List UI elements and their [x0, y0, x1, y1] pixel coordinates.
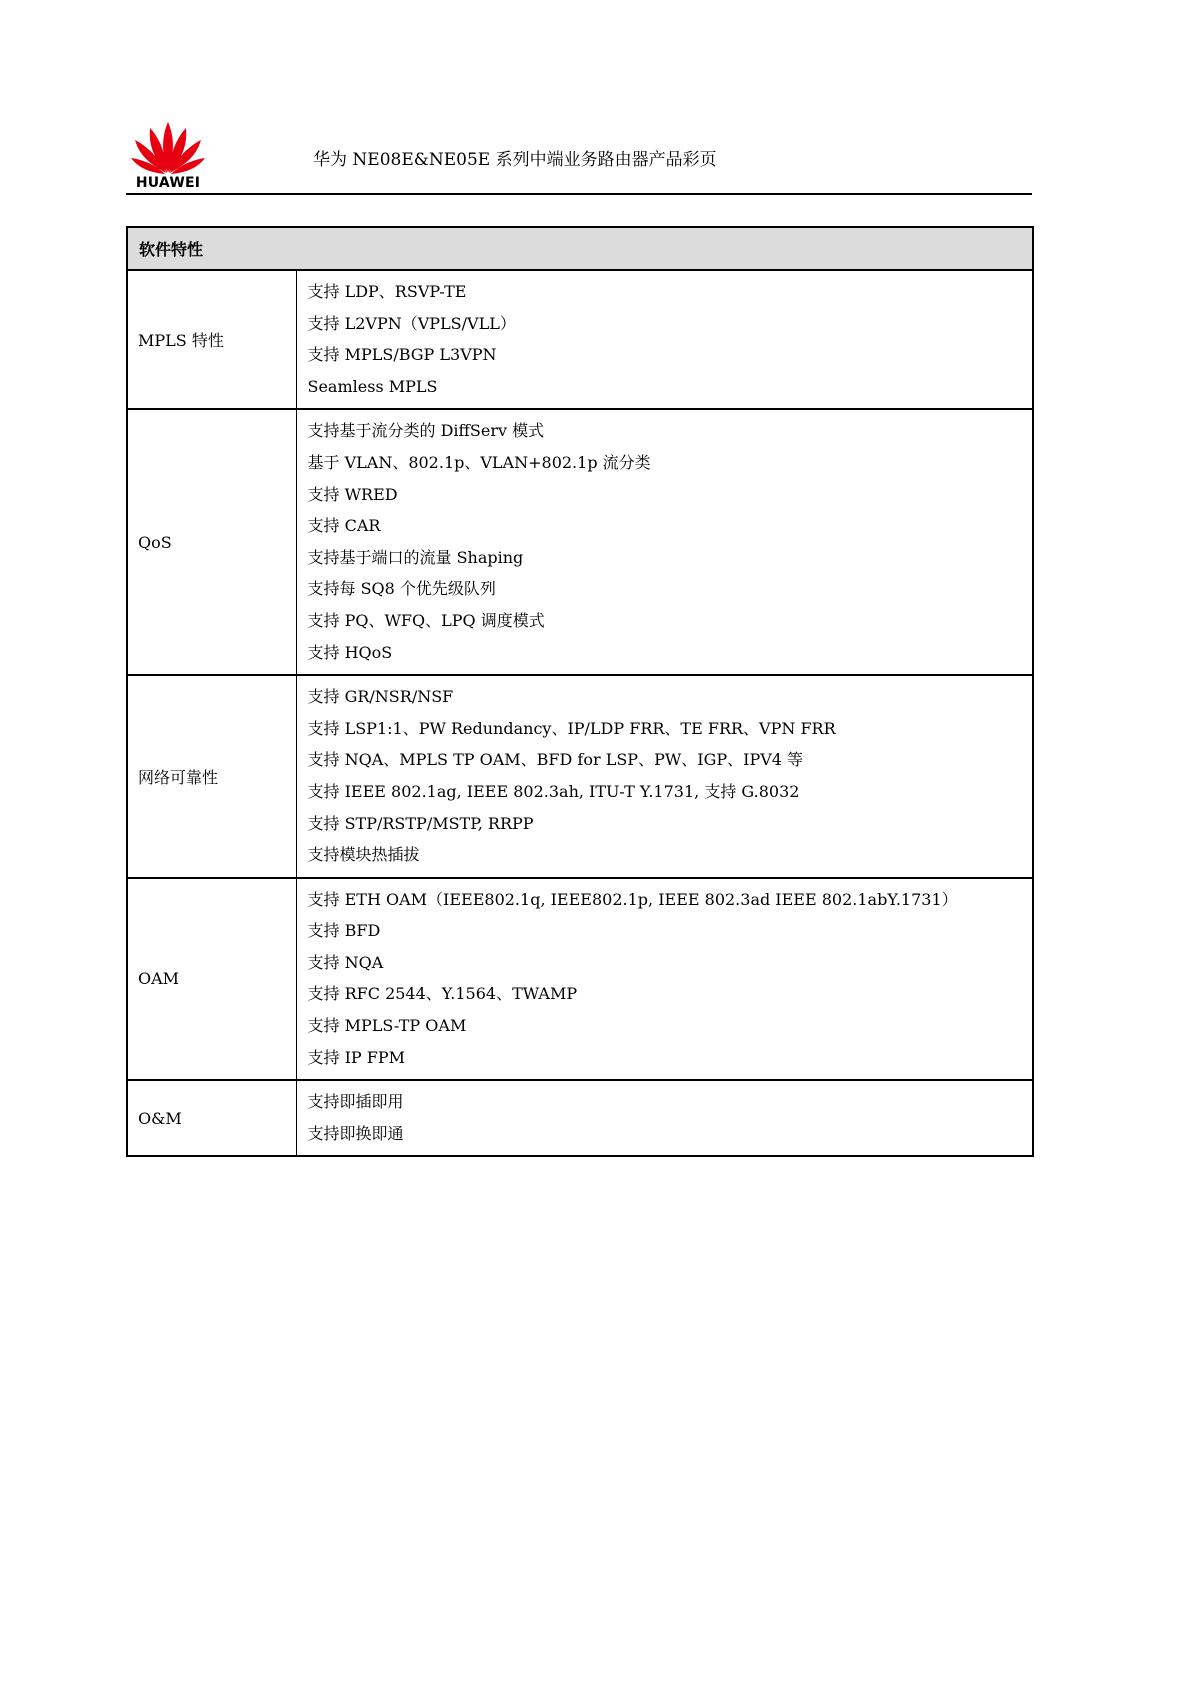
feature-item: 支持即换即通: [307, 1123, 404, 1143]
feature-category: OAM: [127, 878, 296, 1081]
table-header: 软件特性: [127, 227, 1033, 270]
feature-category: QoS: [127, 409, 296, 675]
feature-item: 支持 LSP1:1、PW Redundancy、IP/LDP FRR、TE FRR、VPN FRR: [307, 718, 836, 738]
feature-item: 支持每 SQ8 个优先级队列: [307, 579, 496, 599]
feature-category: 网络可靠性: [127, 675, 296, 878]
feature-category: MPLS 特性: [127, 270, 296, 409]
feature-row: [127, 409, 1033, 675]
feature-item: 支持 NQA、MPLS TP OAM、BFD for LSP、PW、IGP、IPV4 等: [307, 750, 804, 770]
huawei-flower-icon: [130, 118, 206, 174]
feature-item: 支持 BFD: [307, 921, 381, 941]
feature-item: 支持 PQ、WFQ、LPQ 调度模式: [307, 610, 545, 630]
feature-item: 支持基于流分类的 DiffServ 模式: [307, 421, 545, 441]
feature-items: [296, 1080, 1033, 1156]
logo-wordmark: HUAWEI: [135, 175, 201, 191]
feature-item: 支持 CAR: [307, 516, 381, 536]
huawei-logo: [130, 118, 206, 192]
feature-category: O&M: [127, 1080, 296, 1156]
feature-item: 支持 LDP、RSVP-TE: [307, 282, 467, 301]
feature-items: [296, 270, 1033, 409]
feature-item: Seamless MPLS: [307, 376, 438, 396]
feature-item: 支持 ETH OAM（IEEE802.1q, IEEE802.1p, IEEE 802.3ad IEEE 802.1abY.1731）: [307, 889, 958, 909]
feature-item: 支持 NQA: [307, 952, 384, 972]
feature-item: 支持 MPLS/BGP L3VPN: [307, 345, 497, 365]
feature-item: 支持 STP/RSTP/MSTP, RRPP: [307, 813, 534, 833]
table-header-row: [127, 227, 1033, 270]
header-divider: [126, 193, 1032, 195]
feature-item: 支持 HQoS: [307, 642, 393, 662]
feature-items: [296, 675, 1033, 878]
feature-item: 支持 WRED: [307, 484, 398, 504]
feature-item: 基于 VLAN、802.1p、VLAN+802.1p 流分类: [307, 452, 651, 472]
feature-item: 支持 L2VPN（VPLS/VLL）: [307, 313, 516, 333]
feature-item: 支持基于端口的流量 Shaping: [307, 547, 524, 567]
feature-row: [127, 270, 1033, 409]
feature-item: 支持 RFC 2544、Y.1564、TWAMP: [307, 984, 578, 1004]
software-features-table: [126, 226, 1034, 1157]
feature-item: 支持 GR/NSR/NSF: [307, 687, 454, 707]
feature-item: 支持即插即用: [307, 1092, 404, 1112]
page-title: 华为 NE08E&NE05E 系列中端业务路由器产品彩页: [313, 150, 717, 170]
feature-row: [127, 675, 1033, 878]
feature-row: [127, 1080, 1033, 1156]
feature-row: [127, 878, 1033, 1081]
feature-item: 支持 MPLS-TP OAM: [307, 1016, 467, 1036]
feature-items: [296, 878, 1033, 1081]
feature-item: 支持 IEEE 802.1ag, IEEE 802.3ah, ITU-T Y.1731, 支持 G.8032: [307, 781, 800, 801]
feature-items: [296, 409, 1033, 675]
feature-item: 支持 IP FPM: [307, 1047, 406, 1067]
feature-item: 支持模块热插拔: [307, 845, 420, 865]
